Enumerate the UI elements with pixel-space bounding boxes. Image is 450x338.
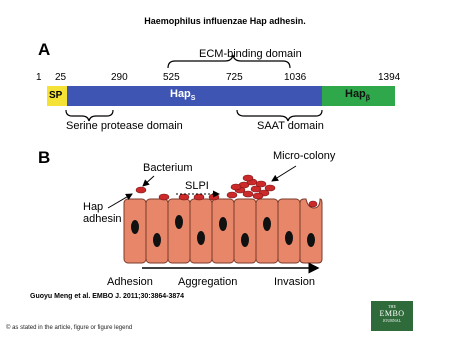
bacterium	[253, 193, 263, 199]
nucleus	[153, 233, 161, 247]
ecm-brace	[168, 55, 290, 68]
bacterium	[136, 187, 146, 193]
bacterium	[194, 194, 204, 200]
position-725: 725	[226, 72, 243, 83]
panel-a-letter: A	[38, 40, 51, 59]
bacterium-arrow	[143, 176, 154, 186]
bacterium	[227, 192, 237, 198]
hap-adhesin-label-line1: Hap	[83, 201, 104, 213]
figure-title: Haemophilus influenzae Hap adhesin.	[144, 16, 306, 26]
serine-protease-brace	[66, 110, 113, 121]
epithelial-cell	[146, 199, 168, 263]
epithelial-cell	[234, 199, 256, 263]
bacterium	[243, 175, 253, 181]
position-1394: 1394	[378, 72, 401, 83]
nucleus	[175, 215, 183, 229]
embo-journal-logo: THE EMBO JOURNAL	[371, 301, 413, 331]
position-1: 1	[36, 72, 42, 83]
invading-bacterium	[309, 201, 317, 207]
position-525: 525	[163, 72, 180, 83]
saat-domain-label: SAAT domain	[257, 120, 324, 132]
serine-protease-domain-label: Serine protease domain	[66, 120, 183, 132]
panel-b-letter: B	[38, 148, 51, 167]
sp-label: SP	[49, 90, 63, 101]
ecm-binding-domain-label: ECM-binding domain	[199, 48, 302, 60]
bacterium	[265, 185, 275, 191]
hap-beta-label: Hap$_\beta$	[345, 88, 371, 103]
bacterium	[209, 194, 219, 200]
bacterium	[243, 191, 253, 197]
invasion-label: Invasion	[274, 276, 315, 288]
micro-colony-label: Micro-colony	[273, 150, 336, 162]
position-1036: 1036	[284, 72, 307, 83]
nucleus	[263, 217, 271, 231]
bacterium	[231, 184, 241, 190]
bacterium	[256, 181, 266, 187]
hap-adhesin-label-line2: adhesin	[83, 213, 122, 225]
micro-colony-arrow	[272, 166, 296, 181]
nucleus	[285, 231, 293, 245]
aggregation-label: Aggregation	[178, 276, 238, 288]
nucleus	[131, 220, 139, 234]
slpi-label: SLPI	[185, 180, 209, 192]
copyright-footer: © as stated in the article, figure or figure legend	[6, 325, 133, 331]
bacterium	[159, 194, 169, 200]
nucleus	[307, 233, 315, 247]
nucleus	[197, 231, 205, 245]
epithelial-cell-invaded	[300, 199, 322, 263]
nucleus	[241, 233, 249, 247]
saat-brace	[237, 110, 322, 121]
bacterium-label: Bacterium	[143, 162, 193, 174]
epithelial-cell	[168, 199, 190, 263]
nucleus	[219, 217, 227, 231]
hap-s-label: Hap$_S$	[170, 88, 196, 103]
citation: Guoyu Meng et al. EMBO J. 2011;30:3864-3874	[30, 293, 185, 300]
bacterium	[179, 194, 189, 200]
micro-colony	[227, 175, 275, 199]
position-25: 25	[55, 72, 67, 83]
position-290: 290	[111, 72, 128, 83]
adhesion-label: Adhesion	[107, 276, 153, 288]
